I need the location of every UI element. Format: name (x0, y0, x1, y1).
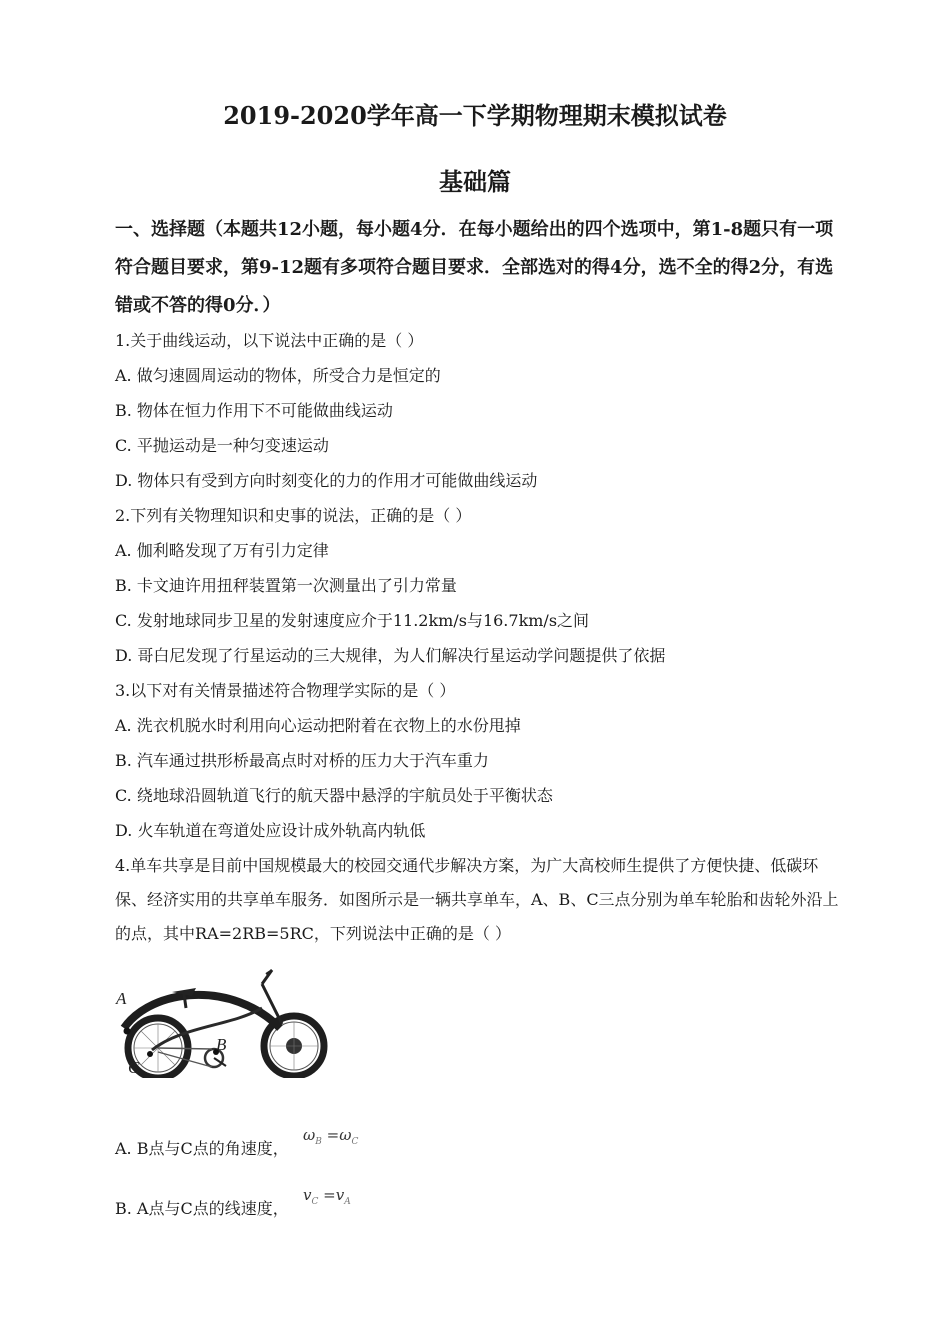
question-2-option-b: B. 卡文迪许用扭秤装置第一次测量出了引力常量 (115, 576, 457, 595)
formula-a-op: = (321, 1126, 340, 1144)
label-a: A (116, 989, 127, 1008)
point-a-marker (124, 1028, 131, 1035)
formula-a-rhs-sub: C (351, 1137, 359, 1147)
question-3-option-b: B. 汽车通过拱形桥最高点时对桥的压力大于汽车重力 (115, 751, 489, 770)
page-subtitle: 基础篇 (439, 167, 511, 196)
question-2-option-c: C. 发射地球同步卫星的发射速度应介于11.2km/s与16.7km/s之间 (115, 611, 590, 630)
formula-b-lhs: v (303, 1186, 312, 1204)
point-c-marker (147, 1051, 153, 1057)
question-2-stem: 2.下列有关物理知识和史事的说法，正确的是（ ） (115, 506, 472, 525)
question-1-option-b: B. 物体在恒力作用下不可能做曲线运动 (115, 401, 393, 420)
question-4-option-b: B. A点与C点的线速度， (115, 1199, 289, 1218)
formula-a-rhs: ω (339, 1126, 352, 1144)
question-4-stem: 4.单车共享是目前中国规模最大的校园交通代步解决方案，为广大高校师生提供了方便快捷、低碳环保、经济实用的共享单车服务．如图所示是一辆共享单车，A、B、C三点分别为单车轮胎和齿轮外沿上的点，其中RA=2RB=5RC，下列说法中正确的是（ ） (115, 856, 839, 943)
formula-a-lhs-sub: B (315, 1137, 322, 1147)
question-1-option-c: C. 平抛运动是一种匀变速运动 (115, 436, 329, 455)
question-2-option-a: A. 伽利略发现了万有引力定律 (115, 541, 329, 560)
formula-a-lhs: ω (303, 1126, 316, 1144)
label-c: C (128, 1058, 140, 1077)
question-4-option-a-formula (303, 1126, 358, 1147)
label-b: B (216, 1035, 227, 1054)
formula-b-rhs: v (335, 1186, 345, 1204)
formula-b-lhs-sub: C (311, 1197, 319, 1207)
question-4-option-b-formula (303, 1186, 351, 1207)
question-1-option-a: A. 做匀速圆周运动的物体，所受合力是恒定的 (115, 366, 441, 385)
bicycle-figure (112, 966, 330, 1078)
question-1-stem: 1.关于曲线运动，以下说法中正确的是（ ） (115, 331, 424, 350)
question-2-option-d: D. 哥白尼发现了行星运动的三大规律，为人们解决行星运动学问题提供了依据 (115, 646, 666, 665)
question-4-option-a: A. B点与C点的角速度， (115, 1139, 289, 1158)
question-1-option-d: D. 物体只有受到方向时刻变化的力的作用才可能做曲线运动 (115, 471, 538, 490)
formula-b-op: = (318, 1186, 336, 1204)
question-3-option-d: D. 火车轨道在弯道处应设计成外轨高内轨低 (115, 821, 426, 840)
bicycle-drawing (124, 970, 325, 1078)
formula-b-rhs-sub: A (344, 1197, 351, 1207)
page-title: 2019-2020学年高一下学期物理期末模拟试卷 (223, 101, 727, 130)
question-3-stem: 3.以下对有关情景描述符合物理学实际的是（ ） (115, 681, 456, 700)
question-3-option-a: A. 洗衣机脱水时利用向心运动把附着在衣物上的水份甩掉 (115, 716, 521, 735)
question-3-option-c: C. 绕地球沿圆轨道飞行的航天器中悬浮的宇航员处于平衡状态 (115, 786, 553, 805)
section-heading: 一、选择题（本题共12小题，每小题4分．在每小题给出的四个选项中，第1-8题只有一项符合题目要求，第9-12题有多项符合题目要求．全部选对的得4分，选不全的得2分，有选错或不答的得0分．） (115, 219, 834, 316)
